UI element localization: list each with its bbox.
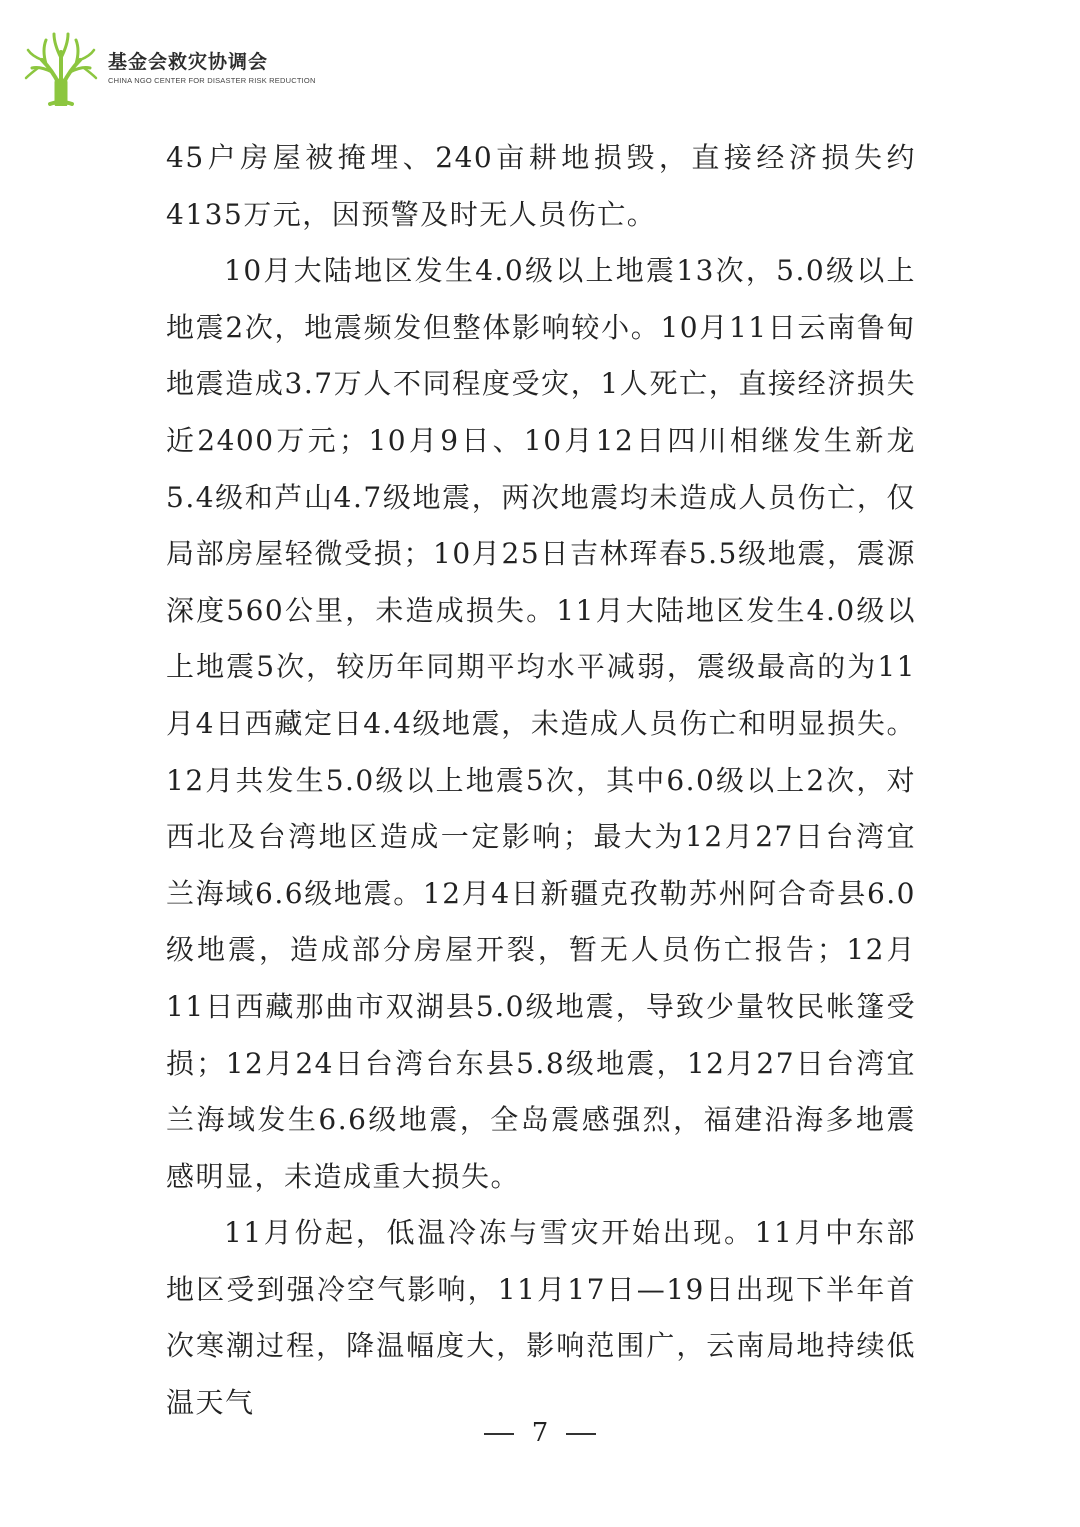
org-name-cn: 基金会救灾协调会 — [108, 51, 269, 73]
page-number — [0, 1413, 1080, 1453]
dash-right — [566, 1433, 596, 1435]
paragraph-continued: 45户房屋被掩埋、240亩耕地损毁，直接经济损失约4135万元，因预警及时无人员伤亡。 — [166, 141, 916, 231]
page-number-value: 7 — [531, 1418, 549, 1448]
org-name-block — [108, 50, 316, 86]
org-name-en: CHINA NGO CENTER FOR DISASTER RISK REDUCTION — [108, 76, 316, 85]
document-body — [166, 130, 916, 1432]
paragraph-earthquakes: 10月大陆地区发生4.0级以上地震13次，5.0级以上地震2次，地震频发但整体影响较小。10月11日云南鲁甸地震造成3.7万人不同程度受灾，1人死亡，直接经济损失近2400万元；10月9日、10月12日四川相继发生新龙5.4级和芦山4.7级地震，两次地震均未造成人员伤亡，仅局部房屋轻微受损；10月25日吉林珲春5.5级地震，震源深度560公里，未造成损失。11月大陆地区发生4.0级以上地震5次，较历年同期平均水平减弱，震级最高的为11月4日西藏定日4.4级地震，未造成人员伤亡和明显损失。12月共发生5.0级以上地震5次，其中6.0级以上2次，对西北及台湾地区造成一定影响；最大为12月27日台湾宜兰海域6.6级地震。12月4日新疆克孜勒苏州阿合奇县6.0级地震，造成部分房屋开裂，暂无人员伤亡报告；12月11日西藏那曲市双湖县5.0级地震，导致少量牧民帐篷受损；12月24日台湾台东县5.8级地震，12月27日台湾宜兰海域发生6.6级地震，全岛震感强烈，福建沿海多地震感明显，未造成重大损失。 — [166, 254, 916, 1193]
paragraph-cold-snow: 11月份起，低温冷冻与雪灾开始出现。11月中东部地区受到强冷空气影响，11月17日—19日出现下半年首次寒潮过程，降温幅度大，影响范围广，云南局地持续低温天气 — [166, 1216, 916, 1420]
org-header — [24, 30, 316, 106]
dash-left — [484, 1433, 514, 1435]
tree-icon — [24, 30, 98, 106]
